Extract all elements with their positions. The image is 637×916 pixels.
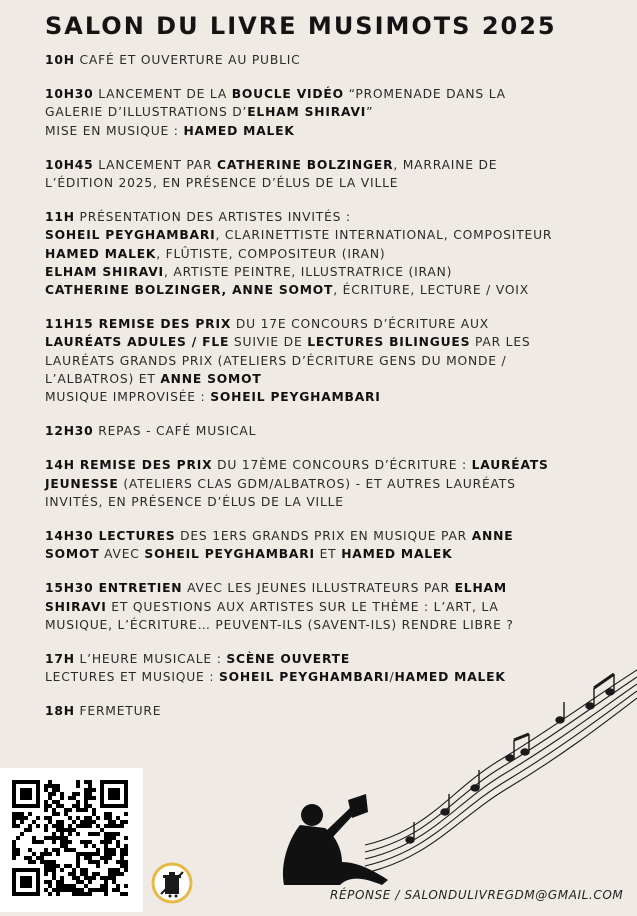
emphasis-text: 11H15 REMISE DES PRIX bbox=[45, 317, 232, 332]
program-entry bbox=[45, 527, 625, 563]
body-text: LAURÉATS GRANDS PRIX (ATELIERS D’ÉCRITURE GENS DU MONDE / bbox=[45, 353, 507, 368]
program-line bbox=[45, 422, 625, 440]
body-text: L’ALBATROS) ET bbox=[45, 371, 161, 386]
program-line bbox=[45, 579, 625, 597]
emphasis-text: JEUNESSE bbox=[45, 476, 119, 491]
body-text: CAFÉ ET OUVERTURE AU PUBLIC bbox=[74, 53, 301, 67]
body-text: ET bbox=[314, 547, 342, 562]
emphasis-text: SOHEIL PEYGHAMBARI bbox=[45, 228, 216, 243]
body-text: SUIVIE DE bbox=[229, 335, 308, 350]
program-line bbox=[45, 493, 625, 511]
program-line bbox=[45, 370, 625, 388]
emphasis-text: SOHEIL PEYGHAMBARI bbox=[210, 390, 381, 405]
emphasis-text: HAMED MALEK bbox=[341, 547, 453, 562]
emphasis-text: HAMED MALEK bbox=[183, 123, 295, 138]
body-text: (ATELIERS CLAS GDM/ALBATROS) - ET AUTRES LAURÉATS bbox=[118, 476, 516, 491]
body-text: MISE EN MUSIQUE : bbox=[45, 123, 184, 138]
emphasis-text: ELHAM SHIRAVI bbox=[45, 264, 164, 279]
body-text: PAR LES bbox=[470, 335, 531, 350]
emphasis-text: SOHEIL PEYGHAMBARI bbox=[144, 547, 315, 562]
emphasis-text: 14H30 LECTURES bbox=[45, 529, 176, 544]
emphasis-text: 10H30 bbox=[45, 87, 94, 102]
program-entry bbox=[45, 208, 625, 299]
body-text: LANCEMENT DE LA bbox=[93, 87, 232, 102]
program-line bbox=[45, 85, 625, 103]
emphasis-text: 10H bbox=[45, 53, 75, 67]
program-line bbox=[45, 598, 625, 616]
body-text: AVEC bbox=[99, 547, 145, 562]
footer-contact: RÉPONSE / SALONDULIVREGDM@GMAIL.COM bbox=[330, 888, 624, 902]
program-line bbox=[45, 122, 625, 140]
program-line bbox=[45, 156, 625, 174]
program-line bbox=[45, 281, 625, 299]
body-text: PRÉSENTATION DES ARTISTES INVITÉS : bbox=[74, 210, 351, 225]
qr-code[interactable] bbox=[0, 768, 143, 912]
emphasis-text: 18H bbox=[45, 704, 75, 719]
body-text: , FLÛTISTE, COMPOSITEUR (IRAN) bbox=[156, 246, 386, 261]
program-line bbox=[45, 245, 625, 263]
emphasis-text: ANNE SOMOT bbox=[160, 371, 262, 386]
music-illustration bbox=[270, 640, 637, 890]
body-text: , MARRAINE DE bbox=[393, 157, 498, 172]
emphasis-text: LAURÉATS bbox=[471, 458, 549, 473]
body-text: ET QUESTIONS AUX ARTISTES SUR LE THÈME : L’ART, LA bbox=[106, 599, 499, 614]
body-text: ” bbox=[366, 105, 374, 120]
body-text: LECTURES ET MUSIQUE : bbox=[45, 670, 219, 685]
emphasis-text: ELHAM SHIRAVI bbox=[247, 105, 367, 120]
emphasis-text: SOMOT bbox=[45, 547, 100, 562]
body-text: DU 17ÈME CONCOURS D’ÉCRITURE : bbox=[212, 458, 472, 473]
body-text: , CLARINETTISTE INTERNATIONAL, COMPOSITEUR bbox=[215, 228, 553, 243]
emphasis-text: 11H bbox=[45, 210, 75, 225]
body-text: L’HEURE MUSICALE : bbox=[74, 652, 227, 667]
emphasis-text: CATHERINE BOLZINGER bbox=[217, 157, 394, 172]
emphasis-text: CATHERINE BOLZINGER, ANNE SOMOT bbox=[45, 283, 334, 298]
emphasis-text: 14H REMISE DES PRIX bbox=[45, 458, 213, 473]
body-text: , ÉCRITURE, LECTURE / VOIX bbox=[333, 283, 529, 298]
program-entry bbox=[45, 422, 625, 440]
body-text: DES 1ERS GRANDS PRIX EN MUSIQUE PAR bbox=[175, 529, 472, 544]
program-line bbox=[45, 174, 625, 192]
emphasis-text: SHIRAVI bbox=[45, 599, 107, 614]
emphasis-text: LAURÉATS ADULES / FLE bbox=[45, 335, 230, 350]
program-list bbox=[45, 51, 625, 737]
emphasis-text: HAMED MALEK bbox=[394, 670, 506, 685]
body-text: AVEC LES JEUNES ILLUSTRATEURS PAR bbox=[182, 581, 455, 596]
body-text: MUSIQUE IMPROVISÉE : bbox=[45, 390, 211, 405]
emphasis-text: 15H30 ENTRETIEN bbox=[45, 581, 183, 596]
qr-code-graphic bbox=[0, 768, 143, 912]
program-line bbox=[45, 475, 625, 493]
program-entry bbox=[45, 315, 625, 406]
program-line bbox=[45, 208, 625, 226]
page-title: SALON DU LIVRE MUSIMOTS 2025 bbox=[45, 12, 557, 40]
body-text: “PROMENADE DANS LA bbox=[343, 87, 506, 102]
emphasis-text: SOHEIL PEYGHAMBARI bbox=[219, 670, 390, 685]
program-line bbox=[45, 263, 625, 281]
emphasis-text: ELHAM bbox=[454, 581, 507, 596]
program-line bbox=[45, 51, 625, 69]
body-text: DU 17E CONCOURS D’ÉCRITURE AUX bbox=[231, 317, 489, 332]
program-line bbox=[45, 388, 625, 406]
body-text: INVITÉS, EN PRÉSENCE D’ÉLUS DE LA VILLE bbox=[45, 494, 344, 509]
program-line bbox=[45, 103, 625, 121]
body-text: MUSIQUE, L’ÉCRITURE… PEUVENT-ILS (SAVENT-ILS) RENDRE LIBRE ? bbox=[45, 617, 514, 632]
body-text: GALERIE D’ILLUSTRATIONS D’ bbox=[45, 105, 248, 120]
program-line bbox=[45, 545, 625, 563]
emphasis-text: 12H30 bbox=[45, 424, 94, 439]
program-entry bbox=[45, 51, 625, 69]
program-line bbox=[45, 616, 625, 634]
body-text: / bbox=[389, 670, 395, 685]
program-entry bbox=[45, 85, 625, 140]
emphasis-text: 10H45 bbox=[45, 157, 94, 172]
emphasis-text: LECTURES BILINGUES bbox=[307, 335, 471, 350]
program-entry bbox=[45, 579, 625, 634]
program-line bbox=[45, 456, 625, 474]
emphasis-text: 17H bbox=[45, 652, 75, 667]
body-text: REPAS - CAFÉ MUSICAL bbox=[93, 424, 257, 439]
body-text: L’ÉDITION 2025, EN PRÉSENCE D’ÉLUS DE LA VILLE bbox=[45, 176, 399, 191]
emphasis-text: ANNE bbox=[471, 529, 514, 544]
body-text: , ARTISTE PEINTRE, ILLUSTRATRICE (IRAN) bbox=[163, 264, 453, 279]
program-line bbox=[45, 333, 625, 351]
program-line bbox=[45, 352, 625, 370]
program-line bbox=[45, 315, 625, 333]
body-text: FERMETURE bbox=[74, 704, 162, 719]
program-entry bbox=[45, 156, 625, 192]
emphasis-text: BOUCLE VIDÉO bbox=[231, 87, 344, 102]
recycle-bin-icon bbox=[151, 862, 193, 904]
program-line bbox=[45, 527, 625, 545]
body-text: LANCEMENT PAR bbox=[93, 157, 218, 172]
emphasis-text: SCÈNE OUVERTE bbox=[226, 652, 351, 667]
program-line bbox=[45, 226, 625, 244]
emphasis-text: HAMED MALEK bbox=[45, 246, 157, 261]
program-entry bbox=[45, 456, 625, 511]
